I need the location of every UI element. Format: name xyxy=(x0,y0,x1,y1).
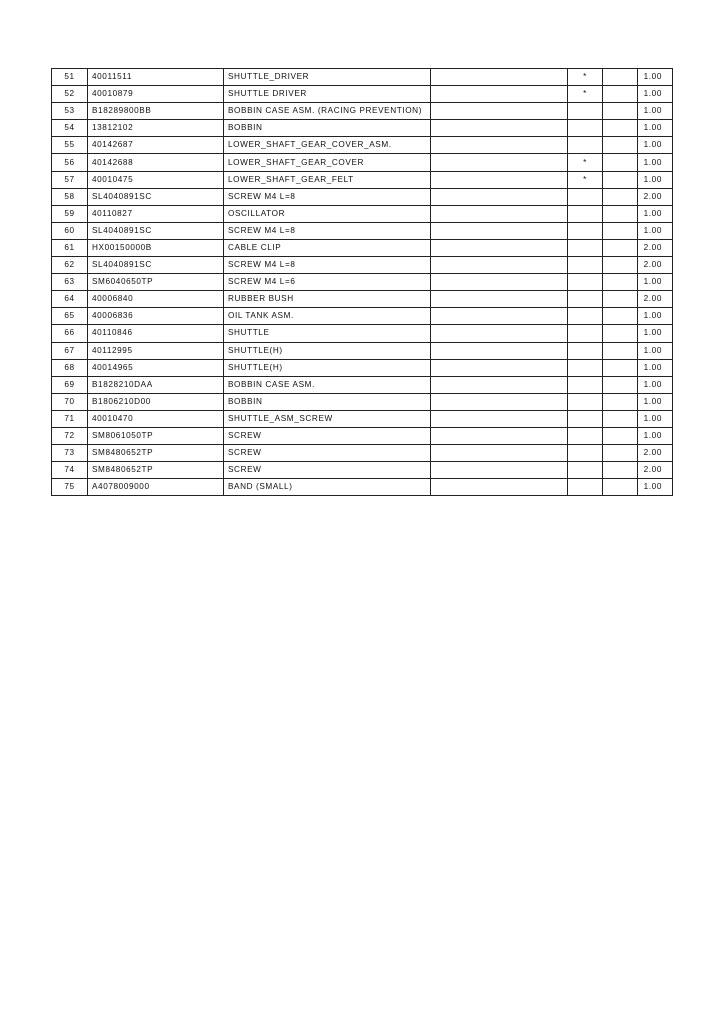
remark-cell xyxy=(431,137,568,154)
description-cell: SCREW xyxy=(224,427,431,444)
item-number-cell: 52 xyxy=(52,86,88,103)
mark-cell xyxy=(568,342,603,359)
table-row xyxy=(52,308,673,325)
description-cell: SHUTTLE DRIVER xyxy=(224,86,431,103)
mark-cell xyxy=(568,410,603,427)
item-number-cell: 63 xyxy=(52,274,88,291)
part-number-cell: 40112995 xyxy=(88,342,224,359)
part-number-cell: SM6040650TP xyxy=(88,274,224,291)
part-number-cell: 40014965 xyxy=(88,359,224,376)
table-row xyxy=(52,239,673,256)
remark-cell xyxy=(431,427,568,444)
remark-cell xyxy=(431,154,568,171)
remark-cell xyxy=(431,479,568,496)
item-number-cell: 62 xyxy=(52,257,88,274)
mark-cell: * xyxy=(568,171,603,188)
blank-cell xyxy=(603,393,638,410)
item-number-cell: 51 xyxy=(52,69,88,86)
blank-cell xyxy=(603,479,638,496)
description-cell: SHUTTLE(H) xyxy=(224,342,431,359)
blank-cell xyxy=(603,137,638,154)
quantity-cell: 2.00 xyxy=(638,239,673,256)
description-cell: SCREW xyxy=(224,445,431,462)
quantity-cell: 1.00 xyxy=(638,410,673,427)
remark-cell xyxy=(431,308,568,325)
mark-cell xyxy=(568,205,603,222)
remark-cell xyxy=(431,222,568,239)
table-row xyxy=(52,120,673,137)
quantity-cell: 2.00 xyxy=(638,462,673,479)
description-cell: BOBBIN xyxy=(224,120,431,137)
quantity-cell: 1.00 xyxy=(638,342,673,359)
remark-cell xyxy=(431,462,568,479)
part-number-cell: 40006840 xyxy=(88,291,224,308)
part-number-cell: SM8480652TP xyxy=(88,445,224,462)
quantity-cell: 1.00 xyxy=(638,222,673,239)
table-row xyxy=(52,427,673,444)
part-number-cell: A4078009000 xyxy=(88,479,224,496)
table-row xyxy=(52,410,673,427)
quantity-cell: 1.00 xyxy=(638,103,673,120)
part-number-cell: 40010470 xyxy=(88,410,224,427)
quantity-cell: 2.00 xyxy=(638,291,673,308)
blank-cell xyxy=(603,342,638,359)
mark-cell xyxy=(568,239,603,256)
item-number-cell: 65 xyxy=(52,308,88,325)
quantity-cell: 1.00 xyxy=(638,69,673,86)
remark-cell xyxy=(431,171,568,188)
table-row xyxy=(52,171,673,188)
description-cell: OIL TANK ASM. xyxy=(224,308,431,325)
item-number-cell: 74 xyxy=(52,462,88,479)
remark-cell xyxy=(431,359,568,376)
remark-cell xyxy=(431,188,568,205)
mark-cell xyxy=(568,274,603,291)
part-number-cell: 40010879 xyxy=(88,86,224,103)
blank-cell xyxy=(603,222,638,239)
description-cell: CABLE CLIP xyxy=(224,239,431,256)
remark-cell xyxy=(431,239,568,256)
item-number-cell: 72 xyxy=(52,427,88,444)
item-number-cell: 58 xyxy=(52,188,88,205)
mark-cell xyxy=(568,137,603,154)
table-row xyxy=(52,205,673,222)
table-row xyxy=(52,69,673,86)
quantity-cell: 1.00 xyxy=(638,427,673,444)
blank-cell xyxy=(603,308,638,325)
blank-cell xyxy=(603,239,638,256)
mark-cell xyxy=(568,427,603,444)
part-number-cell: HX00150000B xyxy=(88,239,224,256)
quantity-cell: 1.00 xyxy=(638,325,673,342)
remark-cell xyxy=(431,205,568,222)
part-number-cell: B18289800BB xyxy=(88,103,224,120)
description-cell: LOWER_SHAFT_GEAR_FELT xyxy=(224,171,431,188)
table-row xyxy=(52,376,673,393)
description-cell: SCREW M4 L=8 xyxy=(224,188,431,205)
mark-cell xyxy=(568,120,603,137)
table-row xyxy=(52,393,673,410)
parts-list-body xyxy=(52,69,673,496)
description-cell: BAND (SMALL) xyxy=(224,479,431,496)
table-row xyxy=(52,137,673,154)
blank-cell xyxy=(603,325,638,342)
part-number-cell: B1806210D00 xyxy=(88,393,224,410)
remark-cell xyxy=(431,376,568,393)
description-cell: OSCILLATOR xyxy=(224,205,431,222)
mark-cell xyxy=(568,479,603,496)
mark-cell: * xyxy=(568,86,603,103)
description-cell: RUBBER BUSH xyxy=(224,291,431,308)
item-number-cell: 55 xyxy=(52,137,88,154)
remark-cell xyxy=(431,393,568,410)
quantity-cell: 1.00 xyxy=(638,171,673,188)
blank-cell xyxy=(603,462,638,479)
table-row xyxy=(52,188,673,205)
remark-cell xyxy=(431,257,568,274)
item-number-cell: 71 xyxy=(52,410,88,427)
table-row xyxy=(52,86,673,103)
remark-cell xyxy=(431,103,568,120)
table-row xyxy=(52,479,673,496)
table-row xyxy=(52,462,673,479)
item-number-cell: 68 xyxy=(52,359,88,376)
description-cell: BOBBIN CASE ASM. xyxy=(224,376,431,393)
blank-cell xyxy=(603,427,638,444)
remark-cell xyxy=(431,274,568,291)
part-number-cell: SM8061050TP xyxy=(88,427,224,444)
mark-cell xyxy=(568,103,603,120)
table-row xyxy=(52,274,673,291)
part-number-cell: SM8480652TP xyxy=(88,462,224,479)
part-number-cell: 40006836 xyxy=(88,308,224,325)
item-number-cell: 57 xyxy=(52,171,88,188)
quantity-cell: 2.00 xyxy=(638,257,673,274)
blank-cell xyxy=(603,69,638,86)
quantity-cell: 2.00 xyxy=(638,188,673,205)
item-number-cell: 53 xyxy=(52,103,88,120)
mark-cell xyxy=(568,376,603,393)
blank-cell xyxy=(603,154,638,171)
part-number-cell: SL4040891SC xyxy=(88,257,224,274)
blank-cell xyxy=(603,86,638,103)
table-row xyxy=(52,257,673,274)
blank-cell xyxy=(603,171,638,188)
remark-cell xyxy=(431,120,568,137)
parts-list-table xyxy=(51,68,673,496)
table-row xyxy=(52,103,673,120)
remark-cell xyxy=(431,69,568,86)
blank-cell xyxy=(603,445,638,462)
item-number-cell: 70 xyxy=(52,393,88,410)
blank-cell xyxy=(603,257,638,274)
blank-cell xyxy=(603,120,638,137)
blank-cell xyxy=(603,359,638,376)
quantity-cell: 2.00 xyxy=(638,445,673,462)
table-row xyxy=(52,342,673,359)
description-cell: LOWER_SHAFT_GEAR_COVER xyxy=(224,154,431,171)
remark-cell xyxy=(431,325,568,342)
blank-cell xyxy=(603,410,638,427)
mark-cell: * xyxy=(568,154,603,171)
remark-cell xyxy=(431,86,568,103)
remark-cell xyxy=(431,342,568,359)
item-number-cell: 61 xyxy=(52,239,88,256)
quantity-cell: 1.00 xyxy=(638,359,673,376)
mark-cell xyxy=(568,325,603,342)
mark-cell xyxy=(568,291,603,308)
quantity-cell: 1.00 xyxy=(638,205,673,222)
part-number-cell: SL4040891SC xyxy=(88,222,224,239)
item-number-cell: 59 xyxy=(52,205,88,222)
quantity-cell: 1.00 xyxy=(638,154,673,171)
blank-cell xyxy=(603,205,638,222)
remark-cell xyxy=(431,291,568,308)
mark-cell xyxy=(568,359,603,376)
item-number-cell: 75 xyxy=(52,479,88,496)
quantity-cell: 1.00 xyxy=(638,376,673,393)
remark-cell xyxy=(431,410,568,427)
table-row xyxy=(52,222,673,239)
mark-cell xyxy=(568,445,603,462)
description-cell: SCREW xyxy=(224,462,431,479)
item-number-cell: 64 xyxy=(52,291,88,308)
blank-cell xyxy=(603,274,638,291)
item-number-cell: 69 xyxy=(52,376,88,393)
description-cell: LOWER_SHAFT_GEAR_COVER_ASM. xyxy=(224,137,431,154)
table-row xyxy=(52,445,673,462)
item-number-cell: 60 xyxy=(52,222,88,239)
quantity-cell: 1.00 xyxy=(638,86,673,103)
blank-cell xyxy=(603,188,638,205)
item-number-cell: 66 xyxy=(52,325,88,342)
mark-cell xyxy=(568,188,603,205)
description-cell: BOBBIN CASE ASM. (RACING PREVENTION) xyxy=(224,103,431,120)
blank-cell xyxy=(603,103,638,120)
mark-cell xyxy=(568,393,603,410)
part-number-cell: 40110827 xyxy=(88,205,224,222)
quantity-cell: 1.00 xyxy=(638,393,673,410)
part-number-cell: 40110846 xyxy=(88,325,224,342)
item-number-cell: 67 xyxy=(52,342,88,359)
item-number-cell: 56 xyxy=(52,154,88,171)
table-row xyxy=(52,325,673,342)
blank-cell xyxy=(603,376,638,393)
mark-cell xyxy=(568,257,603,274)
mark-cell xyxy=(568,222,603,239)
mark-cell xyxy=(568,308,603,325)
part-number-cell: B1828210DAA xyxy=(88,376,224,393)
blank-cell xyxy=(603,291,638,308)
table-row xyxy=(52,291,673,308)
part-number-cell: 13812102 xyxy=(88,120,224,137)
description-cell: SHUTTLE(H) xyxy=(224,359,431,376)
description-cell: BOBBIN xyxy=(224,393,431,410)
part-number-cell: 40142687 xyxy=(88,137,224,154)
item-number-cell: 73 xyxy=(52,445,88,462)
quantity-cell: 1.00 xyxy=(638,308,673,325)
remark-cell xyxy=(431,445,568,462)
quantity-cell: 1.00 xyxy=(638,274,673,291)
part-number-cell: SL4040891SC xyxy=(88,188,224,205)
table-row xyxy=(52,359,673,376)
description-cell: SCREW M4 L=8 xyxy=(224,222,431,239)
description-cell: SHUTTLE xyxy=(224,325,431,342)
description-cell: SHUTTLE_ASM_SCREW xyxy=(224,410,431,427)
item-number-cell: 54 xyxy=(52,120,88,137)
part-number-cell: 40010475 xyxy=(88,171,224,188)
quantity-cell: 1.00 xyxy=(638,137,673,154)
part-number-cell: 40011511 xyxy=(88,69,224,86)
description-cell: SCREW M4 L=6 xyxy=(224,274,431,291)
table-row xyxy=(52,154,673,171)
part-number-cell: 40142688 xyxy=(88,154,224,171)
mark-cell xyxy=(568,462,603,479)
description-cell: SCREW M4 L=8 xyxy=(224,257,431,274)
mark-cell: * xyxy=(568,69,603,86)
description-cell: SHUTTLE_DRIVER xyxy=(224,69,431,86)
quantity-cell: 1.00 xyxy=(638,120,673,137)
quantity-cell: 1.00 xyxy=(638,479,673,496)
